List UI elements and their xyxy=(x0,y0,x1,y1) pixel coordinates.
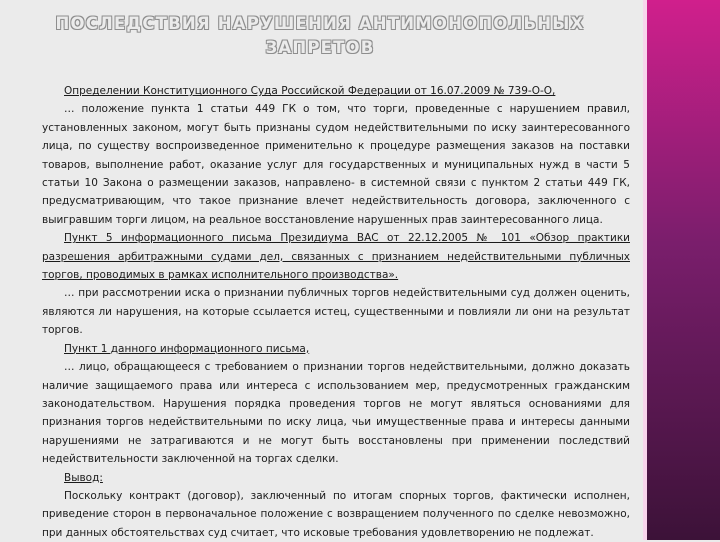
info-letter-point5-text: … при рассмотрении иска о признании публичных торгов недействительными суд должен оценить, являются ли нарушения, на которые ссылается истец, существенными и повлияли ли они на результат торгов. xyxy=(42,287,630,337)
sidebar-stripe xyxy=(643,0,647,540)
slide-title-line-1: ПОСЛЕДСТВИЯ НАРУШЕНИЯ АНТИМОНОПОЛЬНЫХ xyxy=(55,14,585,33)
court-ruling-heading: Определении Конституционного Суда Российской Федерации от 16.07.2009 № 739-О-О, xyxy=(64,85,556,97)
decorative-sidebar xyxy=(643,0,720,540)
conclusion-heading: Вывод: xyxy=(64,471,103,484)
conclusion-text: Поскольку контракт (договор), заключенный по итогам спорных торгов, фактически исполнен, приведение сторон в первоначальное положение с возвращением полученного по сделке невозможно, при данных обстоятельствах суд считает, что исковые требования удовлетворению не подлежат. xyxy=(42,489,630,539)
court-ruling-text: … положение пункта 1 статьи 449 ГК о том, что торги, проведенные с нарушением правил, установленных законом, могут быть признаны судом недействительными по иску заинтересованного лица, по существу воспроизведенное применительно к процедуре размещения заказов на поставки товаров, выполнение работ, оказание услуг для государственных и муниципальных нужд в части 5 статьи 10 Закона о размещении заказов, направлено- в системной связи с пунктом 2 статьи 449 ГК, предусматривающим, что такое признание влечет недействительность договора, заключенного с выигравшим торги лицом, на реальное восстановление нарушенных прав заинтересованного лица. xyxy=(42,103,630,226)
slide-title xyxy=(40,12,600,60)
info-letter-point1-heading: Пункт 1 данного информационного письма, xyxy=(64,342,310,355)
slide-body xyxy=(42,82,630,542)
info-letter-point1-text: … лицо, обращающееся с требованием о признании торгов недействительными, должно доказать наличие защищаемого права или интереса с использованием мер, предусмотренных гражданским законодательством. Нарушения порядка проведения торгов не могут являться основаниями для признания торгов недействительными по иску лица, чьи имущественные права и интересы данными нарушениями не затрагиваются и не могут быть восстановлены при применении последствий недействительности заключенной на торгах сделки. xyxy=(42,361,630,466)
slide-title-line-2: ЗАПРЕТОВ xyxy=(265,38,375,57)
info-letter-point5-heading: Пункт 5 информационного письма Президиума ВАС от 22.12.2005 № 101 «Обзор практики разрешения арбитражными судами дел, связанных с признанием недействительными публичных торгов, проводимых в рамках исполнительного производства». xyxy=(42,232,630,282)
